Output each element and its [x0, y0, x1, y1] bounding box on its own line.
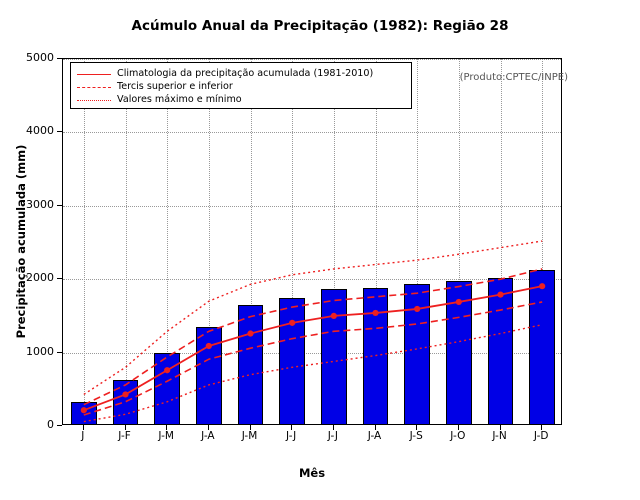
chart-title: Acúmulo Anual da Precipitação (1982): Região 28	[131, 18, 509, 34]
y-tick-label: 5000	[26, 51, 54, 64]
x-tick-mark	[208, 425, 209, 430]
x-tick-label: J-A	[367, 430, 382, 442]
x-tick-label: J-A	[201, 430, 215, 442]
x-tick-mark	[375, 425, 376, 430]
legend-line-swatch	[77, 74, 111, 77]
series-climatology-marker	[456, 299, 462, 305]
y-tick-label: 2000	[26, 271, 54, 285]
x-tick-label: J-D	[533, 430, 549, 442]
x-tick-mark	[250, 425, 251, 430]
x-tick-label: J-N	[492, 430, 507, 442]
x-tick-mark	[541, 425, 542, 430]
x-tick-mark	[83, 425, 84, 430]
x-tick-mark	[166, 425, 167, 430]
plot-area	[62, 58, 562, 425]
x-tick-mark	[458, 425, 459, 430]
legend-label: Climatologia da precipitação acumulada (1981-2010)	[117, 68, 374, 79]
legend-label: Tercis superior e inferior	[117, 81, 233, 92]
legend-line-swatch	[77, 87, 111, 90]
series-climatology-marker	[372, 310, 378, 316]
series-climatology-marker	[497, 292, 503, 298]
legend-item	[77, 68, 407, 81]
legend-line-swatch	[77, 100, 111, 103]
series-climatology-marker	[206, 343, 212, 349]
y-tick-mark	[57, 425, 62, 426]
y-tick-label: 3000	[26, 197, 54, 211]
series-climatology-marker	[81, 407, 87, 413]
y-tick-label: 1000	[26, 344, 54, 358]
x-tick-label: J-S	[409, 430, 423, 442]
series-climatology-marker	[539, 283, 545, 289]
source-note: (Produto:CPTEC/INPE)	[459, 72, 568, 83]
x-axis-label: Mês	[298, 466, 326, 480]
x-tick-label: J	[81, 430, 85, 442]
y-tick-label: 0	[47, 418, 54, 431]
legend	[70, 62, 412, 109]
series-overlay	[63, 59, 562, 425]
series-climatology-marker	[289, 320, 295, 326]
x-tick-label: J-J	[327, 430, 338, 442]
series-climatology-marker	[122, 391, 128, 397]
x-tick-mark	[291, 425, 292, 430]
y-axis-label: Precipitação acumulada (mm)	[14, 144, 28, 339]
series-max-line	[84, 241, 542, 394]
y-tick-label: 4000	[26, 124, 54, 138]
x-tick-label: J-J	[286, 430, 297, 442]
series-climatology-marker	[164, 367, 170, 373]
legend-item	[77, 81, 407, 94]
x-tick-label: J-O	[450, 430, 466, 442]
x-tick-mark	[333, 425, 334, 430]
legend-label: Valores máximo e mínimo	[117, 94, 242, 105]
x-tick-mark	[125, 425, 126, 430]
series-climatology-line	[84, 286, 542, 410]
legend-item	[77, 94, 407, 107]
x-tick-label: J-M	[241, 430, 258, 442]
x-tick-mark	[500, 425, 501, 430]
x-tick-label: J-M	[158, 430, 174, 442]
series-min-line	[84, 325, 542, 422]
series-climatology-marker	[331, 313, 337, 319]
series-upper-tercile-line	[84, 269, 542, 405]
series-climatology-marker	[247, 330, 253, 336]
x-tick-mark	[416, 425, 417, 430]
series-climatology-marker	[414, 306, 420, 312]
x-tick-label: J-F	[118, 430, 131, 442]
